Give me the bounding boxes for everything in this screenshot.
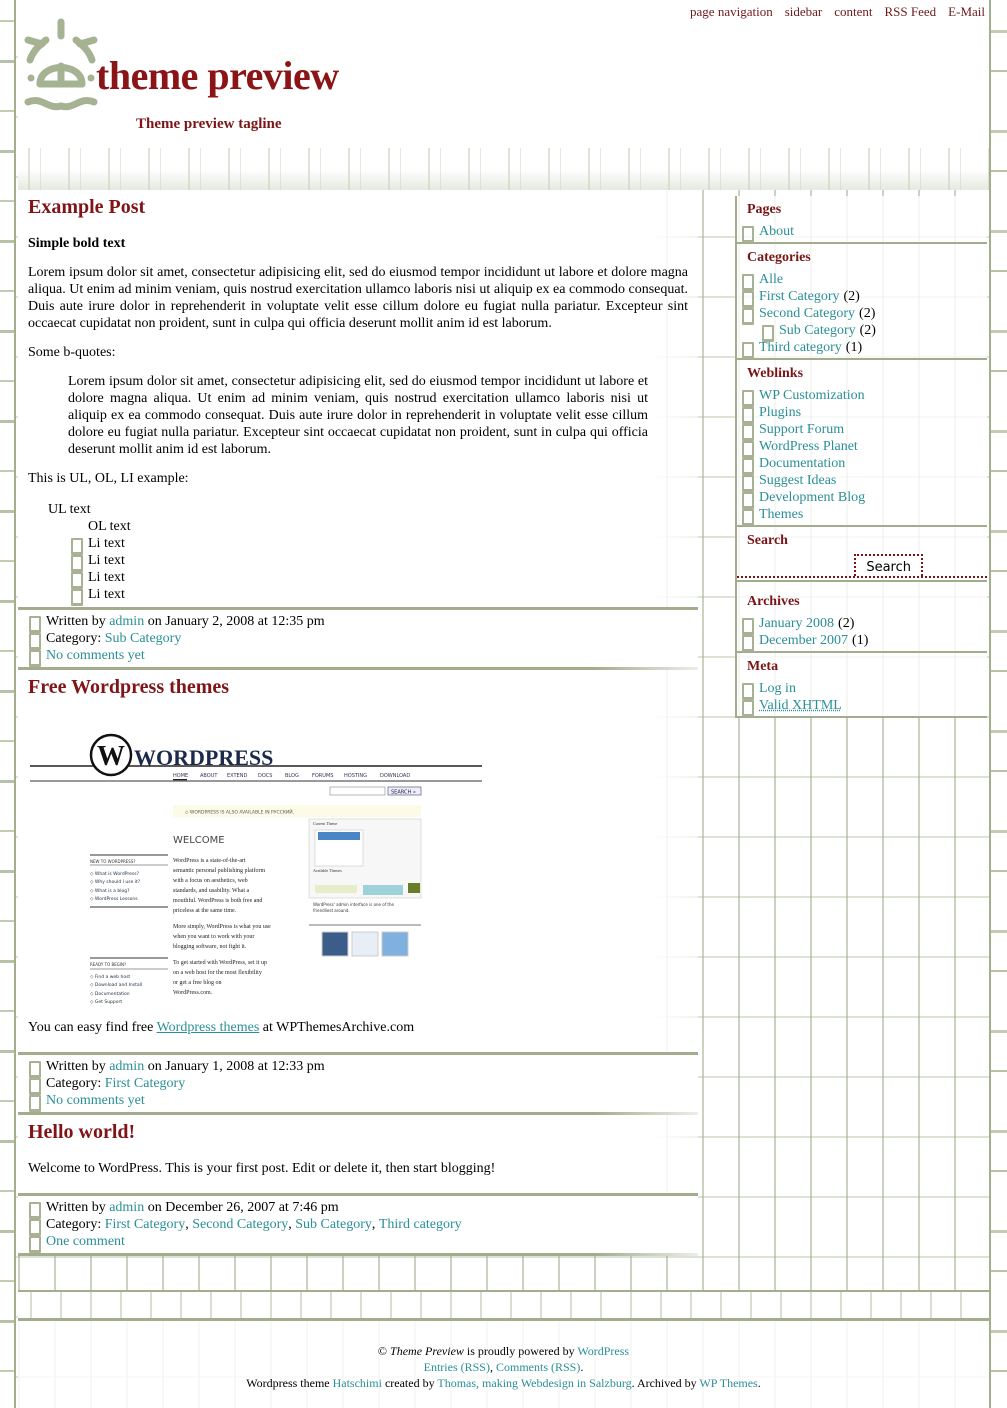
svg-text:when you want to work with you: when you want to work with your (173, 934, 255, 940)
author-link[interactable]: admin (109, 1059, 145, 1074)
comments-link[interactable]: No comments yet (46, 648, 145, 663)
svg-text:NEW TO WORDPRESS?: NEW TO WORDPRESS? (90, 859, 136, 864)
bullet-icon (741, 618, 751, 630)
svg-text:DOCS: DOCS (258, 773, 273, 779)
widget-search (737, 527, 987, 582)
sidebar-item-log-in: Log in (737, 680, 987, 697)
svg-text:ABOUT: ABOUT (200, 773, 218, 779)
footer-wordpress-link[interactable]: WordPress (577, 1344, 630, 1358)
sidebar-item-january-2008: January 2008 (2) (737, 615, 987, 632)
post-divider (18, 1253, 698, 1256)
bullet-icon (28, 633, 38, 645)
site-header (18, 0, 989, 190)
meta-comments-line (28, 1092, 688, 1109)
right-border-ornament (989, 0, 1007, 1408)
svg-text:friendliest around.: friendliest around. (313, 908, 350, 913)
sidebar-item-alle: Alle (737, 271, 987, 288)
meta-author-line: Written by admin on December 26, 2007 at 7:46 pm (28, 1199, 688, 1216)
list-item: Li text (70, 586, 688, 603)
svg-text:BLOG: BLOG (285, 773, 299, 779)
bullet-icon (761, 325, 771, 337)
site-tagline: Theme preview tagline (136, 116, 282, 132)
sidebar-item-plugins: Plugins (737, 404, 987, 421)
main-content (18, 190, 698, 1256)
svg-text:semantic personal publishing p: semantic personal publishing platform (173, 868, 266, 874)
svg-text:◇ Why should I use it?: ◇ Why should I use it? (90, 880, 141, 885)
post-paragraph: Welcome to WordPress. This is your first post. Edit or delete it, then start blogging! (28, 1161, 496, 1176)
bullet-icon (741, 475, 751, 487)
widget-title: Categories (747, 250, 811, 265)
li-list (48, 535, 688, 603)
wp-themes-link[interactable]: WP Themes (699, 1376, 758, 1390)
entries-rss-link[interactable]: Entries (RSS) (423, 1360, 490, 1374)
svg-text:with a focus on aesthetics, we: with a focus on aesthetics, web (173, 878, 248, 884)
category-link[interactable]: Second Category (192, 1217, 289, 1232)
svg-text:DOWNLOAD: DOWNLOAD (380, 773, 411, 779)
left-border-ornament (0, 0, 16, 1408)
svg-text:Available Themes: Available Themes (313, 868, 342, 873)
site-footer (18, 1318, 989, 1408)
sidebar-item-about: About (737, 223, 987, 240)
sidebar-item-suggest-ideas: Suggest Ideas (737, 472, 987, 489)
bullet-icon (741, 509, 751, 521)
search-form (737, 554, 987, 578)
list-label: This is UL, OL, LI example: (28, 471, 189, 486)
wordpress-themes-link[interactable]: Wordpress themes (156, 1020, 260, 1035)
site-title[interactable]: theme preview (96, 53, 339, 98)
svg-text:standards, and usability. What: standards, and usability. What a (173, 888, 250, 894)
meta-category-line: Category: First Category , Second Category , Sub Category , Third category (28, 1216, 688, 1233)
svg-text:HOSTING: HOSTING (344, 773, 368, 779)
sidebar-item-support-forum: Support Forum (737, 421, 987, 438)
svg-text:◇ Find a web host: ◇ Find a web host (90, 975, 131, 980)
category-link[interactable]: Sub Category (104, 631, 182, 646)
bullet-icon (28, 1095, 38, 1107)
bullet-icon (741, 492, 751, 504)
bullet-icon (70, 538, 80, 550)
widget-meta (737, 653, 987, 718)
post-count: (1) (852, 633, 869, 648)
category-link[interactable]: First Category (104, 1076, 186, 1091)
bullet-icon (741, 424, 751, 436)
meta-category-line: Category: Sub Category (28, 630, 688, 647)
svg-text:on a web host for the most fle: on a web host for the most flexibility (173, 970, 262, 976)
sidebar-item-themes: Themes (737, 506, 987, 523)
sidebar-item-first-category: First Category (2) (737, 288, 987, 305)
list-item: Li text (70, 535, 688, 552)
category-link[interactable]: Third category (378, 1217, 462, 1232)
theme-author-link[interactable]: Thomas, making Webdesign in Salzburg (437, 1376, 632, 1390)
header-ornament-strip (18, 148, 989, 190)
widget-weblinks (737, 360, 987, 527)
bullet-icon (741, 291, 751, 303)
svg-text:More simply, WordPress is what: More simply, WordPress is what you use (173, 924, 271, 930)
meta-comments-line (28, 1233, 688, 1250)
post-paragraph: Lorem ipsum dolor sit amet, consectetur adipisicing elit, sed do eiusmod tempor incididunt ut labore et dolore magna aliqua. Ut enim ad minim veniam, quis nostrud exercitation ullamco laboris nisi ut aliquip ex ea commodo consequat. Duis aute irure dolor in reprehenderit in voluptate velit esse cillum dolore eu fugiat nulla pariatur. Excepteur sint occaecat cupidatat non proident, sunt in culpa qui officia deserunt mollit anim id est laborum. (28, 265, 688, 331)
meta-comments-line (28, 647, 688, 664)
wordpress-screenshot-image (30, 715, 482, 1005)
bullet-icon (70, 589, 80, 601)
bullet-icon (28, 1061, 38, 1073)
bullet-icon (28, 1219, 38, 1231)
footer-line-3: Wordpress theme Hatschimi created by Thomas, making Webdesign in Salzburg. Archived by WP Themes. (246, 1376, 761, 1390)
bullet-icon (70, 555, 80, 567)
svg-text:WELCOME: WELCOME (173, 835, 225, 846)
meta-author-line: Written by admin on January 1, 2008 at 12:33 pm (28, 1058, 688, 1075)
bullet-icon (741, 635, 751, 647)
post-title[interactable]: Free Wordpress themes (28, 676, 230, 698)
author-link[interactable]: admin (109, 1200, 145, 1215)
svg-text:◇ Get Support: ◇ Get Support (90, 1000, 123, 1005)
ul-text: UL text (48, 502, 91, 517)
bullet-icon (28, 1236, 38, 1248)
svg-text:SEARCH »: SEARCH » (391, 789, 416, 796)
svg-text:◇ Download and Install: ◇ Download and Install (90, 983, 143, 988)
category-link[interactable]: Sub Category (295, 1217, 372, 1232)
widget-categories (737, 244, 987, 360)
comments-link[interactable]: No comments yet (46, 1093, 145, 1108)
bullet-icon (741, 342, 751, 354)
bullet-icon (70, 572, 80, 584)
svg-text:Current Theme: Current Theme (313, 821, 338, 826)
svg-text:EXTEND: EXTEND (227, 773, 248, 779)
widget-title: Pages (747, 202, 782, 217)
list-item: Li text (70, 569, 688, 586)
sidebar (735, 196, 987, 718)
post-hello-world (18, 1115, 698, 1193)
post-count: (1) (845, 340, 863, 355)
svg-text:blogging software, not fight i: blogging software, not fight it. (173, 944, 247, 950)
top-navigation (690, 4, 985, 20)
bullet-icon (28, 616, 38, 628)
svg-text:HOME: HOME (173, 773, 189, 779)
footer-site-name: Theme Preview (390, 1344, 464, 1358)
nav-content[interactable]: content (834, 4, 873, 19)
theme-name-link[interactable]: Hatschimi (332, 1376, 382, 1390)
sidebar-item-documentation: Documentation (737, 455, 987, 472)
svg-text:mouthful. WordPress is both fr: mouthful. WordPress is both free and (173, 898, 263, 904)
post-bold-text: Simple bold text (28, 236, 126, 251)
footer-line-1: © Theme Preview is proudly powered by WordPress (377, 1344, 630, 1358)
bullet-icon (741, 441, 751, 453)
bullet-icon (28, 1078, 38, 1090)
category-link[interactable]: First Category (104, 1217, 186, 1232)
post-free-wordpress-themes (18, 670, 698, 1052)
post-count: (2) (838, 616, 855, 631)
sidebar-item-second-category: Second Category (2) (737, 305, 987, 322)
svg-text:◇ Documentation: ◇ Documentation (90, 992, 130, 997)
bullet-icon (28, 650, 38, 662)
comments-rss-link[interactable]: Comments (RSS) (495, 1360, 581, 1374)
svg-text:WordPress' admin interface is: WordPress' admin interface is one of the (313, 902, 394, 907)
sidebar-item-wp-customization: WP Customization (737, 387, 987, 404)
bullet-icon (741, 308, 751, 320)
meta-category-line: Category: First Category (28, 1075, 688, 1092)
sidebar-item-december-2007: December 2007 (1) (737, 632, 987, 649)
bullet-icon (741, 458, 751, 470)
svg-text:WordPress is a state-of-the-ar: WordPress is a state-of-the-art (173, 858, 246, 864)
bullet-icon (741, 226, 751, 238)
svg-text:or get a free blog on: or get a free blog on (173, 980, 222, 986)
widget-title: Meta (747, 659, 779, 674)
sidebar-item-sub-category: Sub Category (2) (737, 322, 987, 339)
ol-text: OL text (88, 519, 131, 534)
bullet-icon (741, 390, 751, 402)
svg-text:W: W (97, 741, 125, 772)
post-title[interactable]: Example Post (28, 196, 146, 218)
sidebar-item-third-category: Third category (1) (737, 339, 987, 356)
post-example-post (18, 190, 698, 607)
sidebar-item-valid-xhtml: Valid XHTML (737, 697, 987, 714)
nav-sidebar[interactable]: sidebar (784, 4, 823, 19)
footer-line-2: Entries (RSS), Comments (RSS). (423, 1360, 584, 1374)
bullet-icon (741, 407, 751, 419)
svg-text:◇ What is a blog?: ◇ What is a blog? (90, 889, 130, 894)
post-count: (2) (843, 289, 860, 304)
svg-text:◇ WORDPRESS IS ALSO AVAILABLE: ◇ WORDPRESS IS ALSO AVAILABLE IN РУССКИЙ. (185, 810, 295, 816)
post-blockquote: Lorem ipsum dolor sit amet, consectetur adipisicing elit, sed do eiusmod tempor incididunt ut labore et dolore magna aliqua. Ut enim ad minim veniam, quis nostrud exercitation ullamco laboris nisi ut aliquip ex ea commodo consequat. Duis aute irure dolor in reprehenderit in voluptate velit esse cillum dolore eu fugiat nulla pariatur. Excepteur sint occaecat cupidatat non proident, sunt in culpa qui officia deserunt mollit anim id est laborum. (68, 374, 648, 457)
post-paragraph: You can easy find free Wordpress themes at WPThemesArchive.com (28, 1020, 415, 1035)
svg-text:WordPress.com.: WordPress.com. (173, 990, 213, 996)
nav-email[interactable]: E-Mail (948, 4, 985, 19)
author-link[interactable]: admin (109, 614, 145, 629)
meta-author-line: Written by admin on January 2, 2008 at 12:35 pm (28, 613, 688, 630)
sidebar-item-development-blog: Development Blog (737, 489, 987, 506)
widget-pages (737, 196, 987, 244)
post-meta (18, 1193, 698, 1253)
widget-archives (737, 582, 987, 653)
widget-title: Weblinks (747, 366, 804, 381)
comments-link[interactable]: One comment (46, 1234, 125, 1249)
nav-rss-feed[interactable]: RSS Feed (884, 4, 937, 19)
bullet-icon (741, 683, 751, 695)
site-logo-icon (24, 18, 98, 112)
post-meta (18, 1052, 698, 1112)
svg-text:◇ What is WordPress?: ◇ What is WordPress? (90, 872, 139, 877)
nav-page-navigation[interactable]: page navigation (690, 4, 773, 19)
wordpress-site-image (30, 715, 482, 1005)
post-count: (2) (859, 323, 876, 338)
bullet-icon (741, 274, 751, 286)
svg-text:WORDPRESS: WORDPRESS (134, 745, 274, 770)
svg-text:READY TO BEGIN?: READY TO BEGIN? (90, 962, 127, 967)
svg-text:◇ WordPress Lessons: ◇ WordPress Lessons (90, 897, 138, 902)
blockquote-label: Some b-quotes: (28, 345, 116, 360)
list-item: Li text (70, 552, 688, 569)
svg-text:FORUMS: FORUMS (312, 773, 334, 779)
widget-title: Archives (747, 594, 800, 609)
search-button[interactable]: Search (854, 554, 923, 576)
svg-text:To get started with WordPress,: To get started with WordPress, set it up (173, 960, 267, 966)
post-title[interactable]: Hello world! (28, 1121, 136, 1143)
svg-text:priceless at the same time.: priceless at the same time. (173, 908, 237, 914)
widget-title: Search (747, 533, 788, 548)
post-meta (18, 607, 698, 667)
bullet-icon (741, 700, 751, 712)
bullet-icon (28, 1202, 38, 1214)
sidebar-item-wordpress-planet: WordPress Planet (737, 438, 987, 455)
footer-ornament-strip (18, 1290, 989, 1318)
post-count: (2) (859, 306, 876, 321)
